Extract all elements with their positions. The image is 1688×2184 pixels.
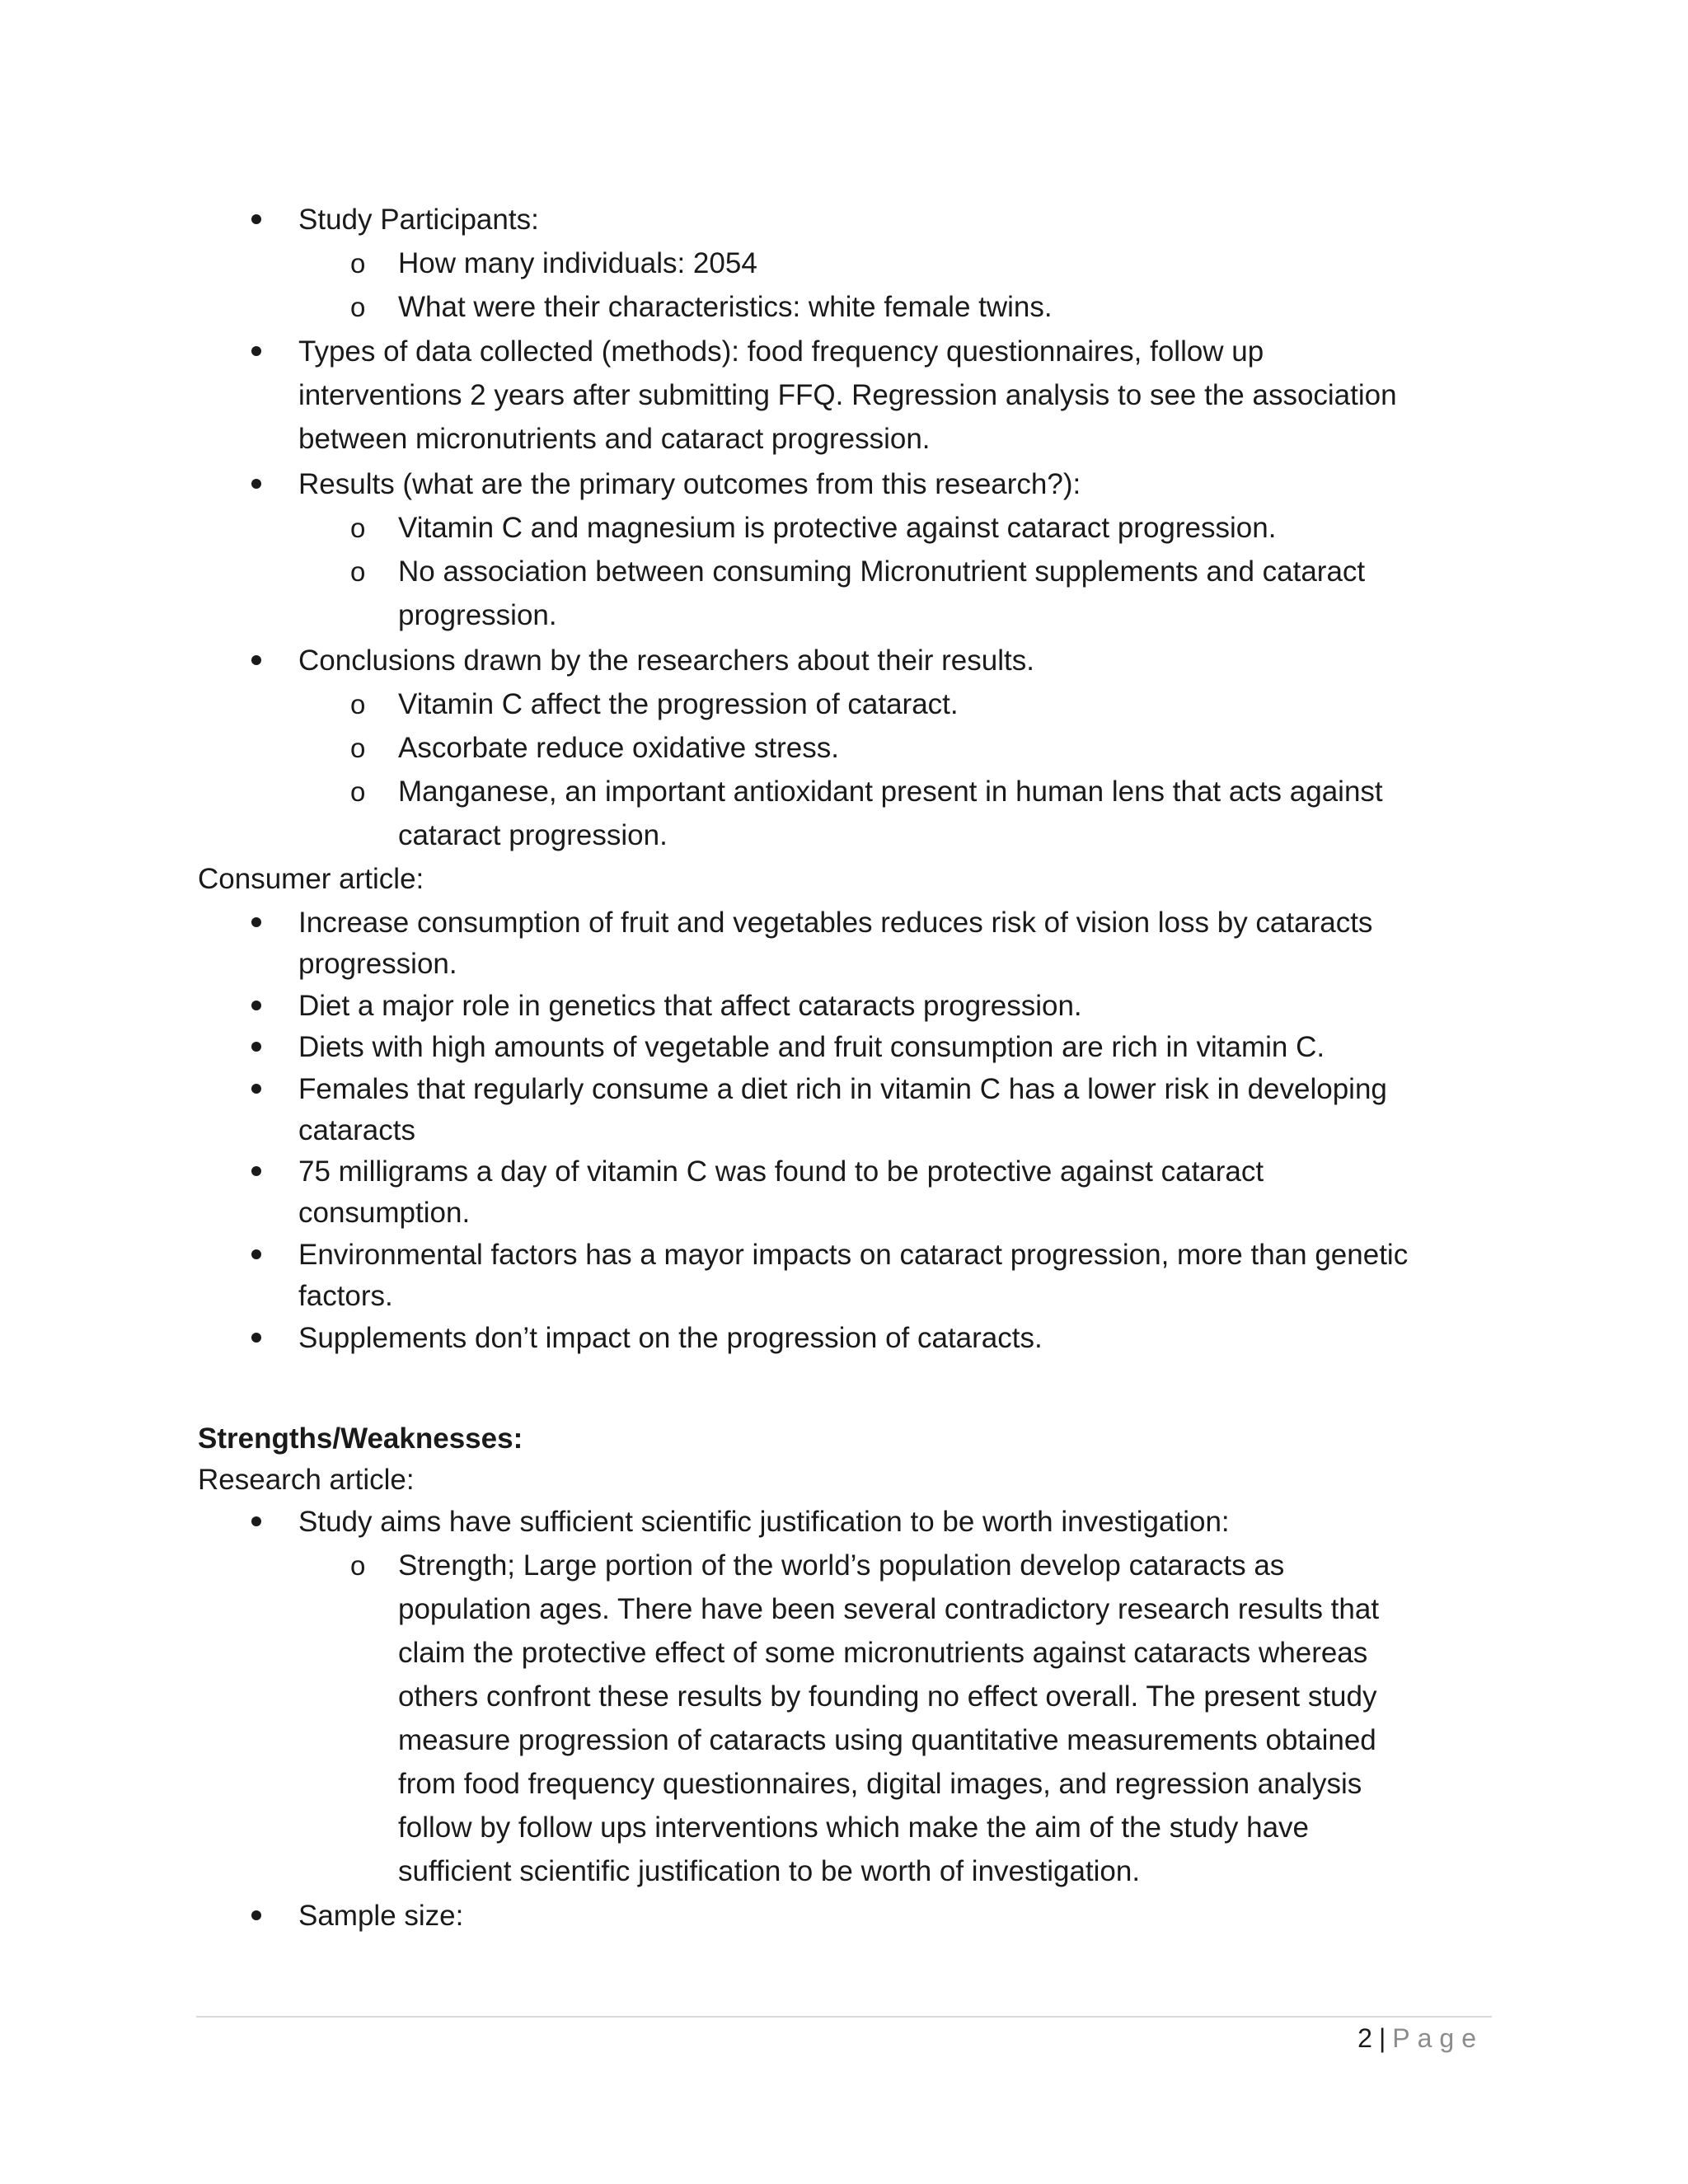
bullet-marker — [251, 1001, 261, 1010]
text-line: Types of data collected (methods): food frequency questionnaires, follow up — [298, 335, 1264, 368]
page-footer — [1357, 2018, 1484, 2059]
text-line: cataracts — [298, 1114, 415, 1146]
section-label: Research article: — [198, 1464, 415, 1496]
text-line: follow by follow ups interventions which make the aim of the study have — [398, 1811, 1310, 1844]
sub-bullet-marker: o — [350, 733, 366, 763]
text-line: How many individuals: 2054 — [398, 247, 757, 279]
text-line: Diet a major role in genetics that affect cataracts progression. — [298, 990, 1082, 1022]
text-line: Results (what are the primary outcomes from this research?): — [298, 468, 1081, 500]
text-line: progression. — [398, 599, 557, 631]
sub-bullet-marker: o — [350, 513, 366, 543]
bullet-marker — [251, 1042, 261, 1052]
section-label: Consumer article: — [198, 863, 424, 895]
text-line: Supplements don’t impact on the progression of cataracts. — [298, 1322, 1043, 1354]
text-line: Manganese, an important antioxidant present in human lens that acts against — [398, 776, 1383, 808]
bullet-marker — [251, 655, 261, 665]
text-line: from food frequency questionnaires, digital images, and regression analysis — [398, 1768, 1362, 1800]
bullet-marker — [251, 1910, 261, 1920]
text-line: 75 milligrams a day of vitamin C was found to be protective against cataract — [298, 1155, 1264, 1188]
text-line: Increase consumption of fruit and vegetables reduces risk of vision loss by cataracts — [298, 907, 1373, 939]
bullet-marker — [251, 1166, 261, 1176]
text-line: Strength; Large portion of the world’s population develop cataracts as — [398, 1549, 1285, 1582]
text-line: Study aims have sufficient scientific justification to be worth investigation: — [298, 1506, 1230, 1538]
text-line: Sample size: — [298, 1900, 464, 1932]
text-line: Study Participants: — [298, 204, 539, 236]
bullet-marker — [251, 214, 261, 224]
sub-bullet-marker: o — [350, 556, 366, 587]
bullet-marker — [251, 1333, 261, 1343]
sub-bullet-marker: o — [350, 1550, 366, 1581]
sub-bullet-marker: o — [350, 776, 366, 807]
text-line: measure progression of cataracts using quantitative measurements obtained — [398, 1724, 1376, 1756]
text-line: Vitamin C affect the progression of cataract. — [398, 688, 959, 720]
text-line: between micronutrients and cataract progression. — [298, 423, 931, 455]
bullet-marker — [251, 1516, 261, 1526]
page-number: 2 — [1357, 2023, 1372, 2053]
text-line: cataract progression. — [398, 819, 668, 851]
text-line: claim the protective effect of some micronutrients against cataracts whereas — [398, 1637, 1368, 1669]
footer-separator: | — [1378, 2023, 1386, 2053]
section-heading: Strengths/Weaknesses: — [198, 1422, 523, 1455]
text-line: population ages. There have been several contradictory research results that — [398, 1593, 1380, 1625]
text-line: Vitamin C and magnesium is protective against cataract progression. — [398, 512, 1277, 544]
bullet-marker — [251, 1249, 261, 1259]
sub-bullet-marker: o — [350, 292, 366, 322]
text-line: Ascorbate reduce oxidative stress. — [398, 732, 839, 764]
text-line: Females that regularly consume a diet rich in vitamin C has a lower risk in developing — [298, 1073, 1387, 1105]
text-line: No association between consuming Micronutrient supplements and cataract — [398, 555, 1366, 588]
text-line: Diets with high amounts of vegetable and fruit consumption are rich in vitamin C. — [298, 1031, 1325, 1063]
bullet-marker — [251, 346, 261, 356]
text-line: Conclusions drawn by the researchers about their results. — [298, 644, 1034, 677]
bullet-marker — [251, 917, 261, 927]
text-line: What were their characteristics: white female twins. — [398, 291, 1053, 323]
page-label: Page — [1392, 2023, 1484, 2053]
text-line: interventions 2 years after submitting FFQ. Regression analysis to see the association — [298, 379, 1397, 411]
text-line: others confront these results by founding no effect overall. The present study — [398, 1680, 1377, 1713]
text-line: factors. — [298, 1280, 393, 1312]
sub-bullet-marker: o — [350, 689, 366, 719]
bullet-marker — [251, 479, 261, 489]
text-line: sufficient scientific justification to be worth of investigation. — [398, 1855, 1141, 1887]
text-line: consumption. — [298, 1197, 471, 1229]
sub-bullet-marker: o — [350, 248, 366, 279]
bullet-marker — [251, 1084, 261, 1094]
footer-divider — [196, 2016, 1492, 2018]
text-line: progression. — [298, 948, 457, 980]
text-line: Environmental factors has a mayor impacts on cataract progression, more than genetic — [298, 1239, 1409, 1271]
